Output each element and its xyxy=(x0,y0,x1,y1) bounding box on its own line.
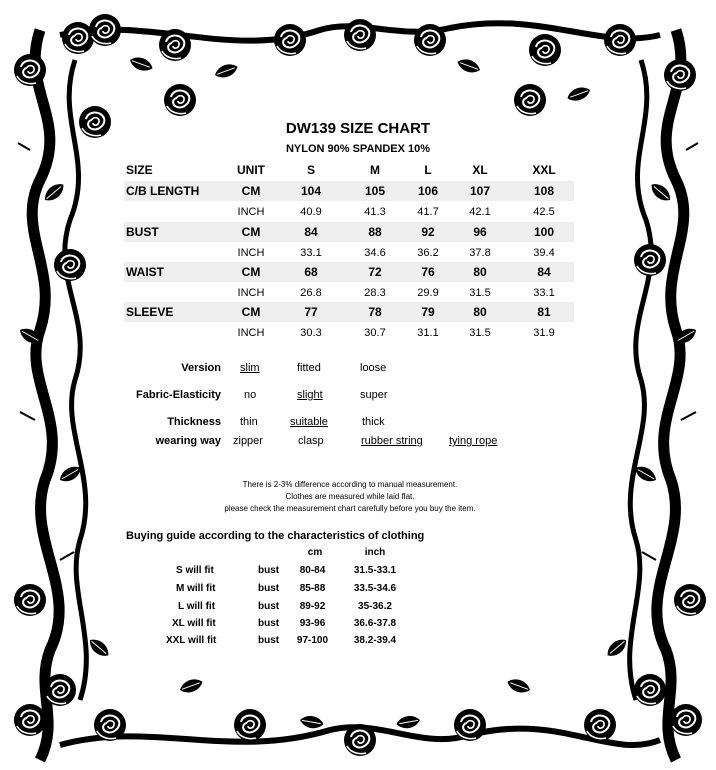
option-thickness-thin: thin xyxy=(240,416,258,428)
table-cell: 40.9 xyxy=(300,206,322,218)
option-wearing-rubber-string: rubber string xyxy=(361,435,423,447)
table-cell: 26.8 xyxy=(300,287,322,299)
table-cell: 42.1 xyxy=(469,206,491,218)
unit-inch: INCH xyxy=(237,247,265,259)
table-cell: 28.3 xyxy=(364,287,386,299)
guide-part: bust xyxy=(258,583,280,594)
guide-part: bust xyxy=(258,635,280,646)
table-cell: 106 xyxy=(417,184,439,198)
header-m: M xyxy=(370,163,380,177)
unit-cm: CM xyxy=(241,305,261,319)
option-wearing-tying-rope: tying rope xyxy=(449,435,498,447)
header-l: L xyxy=(424,163,432,177)
unit-inch: INCH xyxy=(237,206,265,218)
header-xxl: XXL xyxy=(532,163,556,177)
unit-inch: INCH xyxy=(237,287,265,299)
measure-waist: WAIST xyxy=(126,265,164,279)
table-cell: 29.9 xyxy=(417,287,439,299)
table-cell: 100 xyxy=(533,225,555,239)
option-thickness-thick: thick xyxy=(362,416,385,428)
option-elasticity-slight: slight xyxy=(297,389,323,401)
table-cell: 79 xyxy=(421,305,435,319)
row-band-bust xyxy=(124,222,574,242)
measure-bust: BUST xyxy=(126,225,159,239)
guide-size: XL will fit xyxy=(172,618,216,629)
table-cell: 39.4 xyxy=(533,247,555,259)
option-version-loose: loose xyxy=(360,362,387,374)
note-line-1: There is 2-3% difference according to manual measurement. xyxy=(242,480,458,489)
option-wearing-clasp: clasp xyxy=(298,435,324,447)
guide-cm: 85-88 xyxy=(299,583,326,594)
table-cell: 78 xyxy=(368,305,382,319)
row-band-waist xyxy=(124,262,574,282)
header-size: SIZE xyxy=(126,163,153,177)
guide-inch: 36.6-37.8 xyxy=(353,618,397,629)
guide-cm: 89-92 xyxy=(299,601,326,612)
table-cell: 31.5 xyxy=(469,327,491,339)
page-title: DW139 SIZE CHART xyxy=(285,120,431,137)
table-cell: 33.1 xyxy=(300,247,322,259)
table-cell: 77 xyxy=(304,305,318,319)
table-cell: 84 xyxy=(537,265,551,279)
table-cell: 30.3 xyxy=(300,327,322,339)
table-cell: 80 xyxy=(473,265,487,279)
table-cell: 84 xyxy=(304,225,318,239)
option-elasticity-no: no xyxy=(244,389,257,401)
guide-col-inch: inch xyxy=(364,547,386,558)
guide-part: bust xyxy=(258,618,280,629)
table-cell: 105 xyxy=(364,184,386,198)
unit-inch: INCH xyxy=(237,327,265,339)
table-cell: 108 xyxy=(533,184,555,198)
header-unit: UNIT xyxy=(237,163,265,177)
table-cell: 34.6 xyxy=(364,247,386,259)
guide-size: L will fit xyxy=(178,601,216,612)
table-cell: 88 xyxy=(368,225,382,239)
table-cell: 92 xyxy=(421,225,435,239)
table-cell: 72 xyxy=(368,265,382,279)
option-label-version: Version xyxy=(181,362,221,374)
table-cell: 31.1 xyxy=(417,327,439,339)
table-cell: 104 xyxy=(300,184,322,198)
table-cell: 107 xyxy=(469,184,491,198)
option-thickness-suitable: suitable xyxy=(290,416,328,428)
table-cell: 96 xyxy=(473,225,487,239)
table-cell: 33.1 xyxy=(533,287,555,299)
measure-cb-length: C/B LENGTH xyxy=(126,184,200,198)
guide-part: bust xyxy=(258,565,280,576)
guide-inch: 33.5-34.6 xyxy=(353,583,397,594)
note-line-2: Clothes are measured while laid flat. xyxy=(285,492,415,501)
table-cell: 41.3 xyxy=(364,206,386,218)
guide-part: bust xyxy=(258,601,280,612)
option-label-elasticity: Fabric-Elasticity xyxy=(136,389,221,401)
guide-inch: 38.2-39.4 xyxy=(353,635,397,646)
table-cell: 41.7 xyxy=(417,206,439,218)
table-cell: 68 xyxy=(304,265,318,279)
guide-col-cm: cm xyxy=(307,547,323,558)
header-xl: XL xyxy=(472,163,488,177)
guide-cm: 93-96 xyxy=(299,618,326,629)
guide-size: M will fit xyxy=(176,583,216,594)
option-label-thickness: Thickness xyxy=(167,416,221,428)
table-cell: 36.2 xyxy=(417,247,439,259)
table-cell: 31.5 xyxy=(469,287,491,299)
unit-cm: CM xyxy=(241,225,261,239)
table-cell: 37.8 xyxy=(469,247,491,259)
option-label-wearing-way: wearing way xyxy=(155,435,221,447)
table-cell: 31.9 xyxy=(533,327,555,339)
table-cell: 42.5 xyxy=(533,206,555,218)
guide-inch: 31.5-33.1 xyxy=(353,565,397,576)
guide-size: S will fit xyxy=(176,565,214,576)
option-elasticity-super: super xyxy=(360,389,388,401)
measure-sleeve: SLEEVE xyxy=(126,305,174,319)
guide-size: XXL will fit xyxy=(166,635,217,646)
fabric-composition: NYLON 90% SPANDEX 10% xyxy=(285,143,431,155)
row-band-sleeve xyxy=(124,302,574,322)
note-line-3: please check the measurement chart carefully before you buy the item. xyxy=(224,504,476,513)
guide-inch: 35-36.2 xyxy=(358,601,392,612)
unit-cm: CM xyxy=(241,184,261,198)
table-cell: 30.7 xyxy=(364,327,386,339)
option-version-fitted: fitted xyxy=(297,362,321,374)
guide-cm: 97-100 xyxy=(296,635,329,646)
unit-cm: CM xyxy=(241,265,261,279)
table-cell: 80 xyxy=(473,305,487,319)
guide-title: Buying guide according to the characteristics of clothing xyxy=(126,530,425,542)
table-cell: 76 xyxy=(421,265,435,279)
table-cell: 81 xyxy=(537,305,551,319)
guide-cm: 80-84 xyxy=(299,565,326,576)
option-version-slim: slim xyxy=(240,362,260,374)
header-s: S xyxy=(306,163,315,177)
option-wearing-zipper: zipper xyxy=(233,435,263,447)
